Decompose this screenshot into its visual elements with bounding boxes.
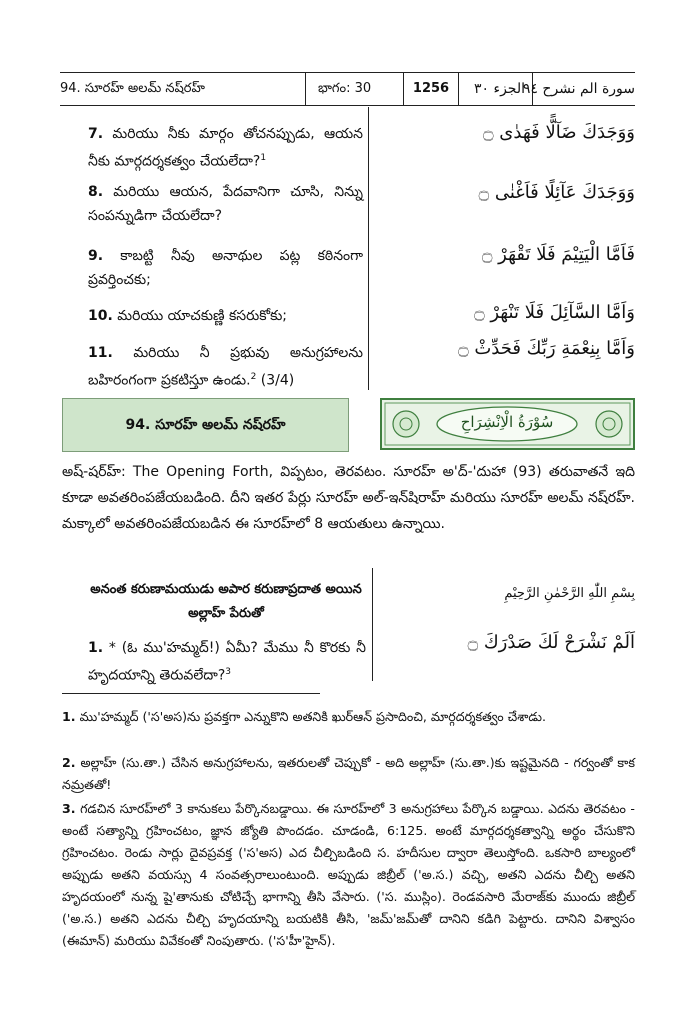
header-divider xyxy=(305,73,306,105)
verse-text: మరియు నీకు మార్గం తోచనప్పుడు, ఆయన నీకు మార్గదర్శకత్వం చేయలేదా? xyxy=(88,126,364,170)
verse-text: * (ఓ ము'హమ్మద్!) ఏమీ? మేము నీ కొరకు నీ హృదయాన్ని తెరువలేదా? xyxy=(88,640,366,684)
column-divider xyxy=(368,107,369,390)
basmala-telugu: అనంత కరుణామయుడు అపార కరుణాప్రదాత అయిన అల్లాహ్ పేరుతో xyxy=(90,582,362,621)
footnote-ref: 3 xyxy=(225,667,231,677)
header-part-label: భాగం: 30 xyxy=(318,81,372,96)
footnote-3 xyxy=(62,798,635,952)
verse-text: కాబట్టి నీవు అనాథుల పట్ల కఠినంగా ప్రవర్తించకు; xyxy=(88,248,364,288)
verse-number: 11. xyxy=(88,345,113,361)
surah-ornament xyxy=(380,398,635,450)
ayah-arabic-10: وَاَمَّا السَّآئِلَ فَلَا تَنْهَرْ ۝ xyxy=(474,302,635,323)
header-surah-arabic: سورة الم نشرح ٩٤ xyxy=(522,81,635,97)
verse-1 xyxy=(88,636,366,688)
verse-text: మరియు ఆయన, పేదవానిగా చూసి, నిన్ను సంపన్నుడిగా చేయలేదా? xyxy=(88,184,363,224)
footnote-2 xyxy=(62,752,635,796)
basmala-arabic: بِسْمِ اللّٰهِ الرَّحْمٰنِ الرَّحِيْمِ xyxy=(504,586,635,601)
verse-text: మరియు నీ ప్రభువు అనుగ్రహాలను బహిరంగంగా ప్రకటిస్తూ ఉండు. xyxy=(88,345,363,389)
verse-tail: (3/4) xyxy=(256,372,295,389)
footnote-ref: 1 xyxy=(260,153,267,163)
footnote-text: ము'హమ్మద్ ('స'అస)ను ప్రవక్తగా ఎన్నుకొని అతనికి ఖుర్ఆన్ ప్రసాదించి, మార్గదర్శకత్వం చేశాడు. xyxy=(79,709,547,724)
ornament-arabic-title: سُوْرَةُ الْاِنْشِرَاحِ xyxy=(460,413,554,431)
ayah-arabic-7: وَوَجَدَكَ ضَآلًّا فَهَدٰى ۝ xyxy=(483,122,635,143)
footnote-number: 3. xyxy=(62,801,76,816)
footnote-rule xyxy=(62,693,320,694)
ayah-arabic-8: وَوَجَدَكَ عَآئِلًا فَاَغْنٰى ۝ xyxy=(478,182,635,203)
footnote-text: అల్లాహ్ (సు.తా.) చేసిన అనుగ్రహాలను, ఇతరులతో చెప్పుకో - అది అల్లాహ్ (సు.తా.)కు ఇష్టమైనది - గర్వంతో కాక నమ్రతతో! xyxy=(62,755,635,792)
verse-number: 7. xyxy=(88,126,104,142)
surah-introduction: అష్-షర్‌హ్: The Opening Forth, విప్పటం, తెరవటం. సూరహ్ అ'ద్-'దుహా (93) తరువాతనే ఇది కూడా అవతరింపజేయబడింది. దీని ఇతర పేర్లు సూరహ్ అల్-ఇన్‌షిరాహ్ మరియు సూరహ్ అలమ్ నష్‌రహ్. మక్కాలో అవతరింపజేయబడిన ఈ సూరహ్‌లో 8 ఆయతులు ఉన్నాయి. xyxy=(62,464,635,532)
verse-10 xyxy=(88,304,363,328)
verse-number: 10. xyxy=(88,308,113,324)
page-number: 1256 xyxy=(403,72,459,106)
verse-text: మరియు యాచకుణ్ణి కసరుకోకు; xyxy=(117,308,288,324)
verse-number: 9. xyxy=(88,248,104,264)
header-surah-title: 94. సూరహ్ అలమ్ నష్‌రహ్ xyxy=(60,81,205,96)
verse-9 xyxy=(88,244,363,292)
footnote-number: 1. xyxy=(62,709,76,724)
footnote-number: 2. xyxy=(62,755,76,770)
verse-7 xyxy=(88,122,363,174)
footnote-ref: 2 xyxy=(250,372,257,382)
surah-title-banner: 94. సూరహ్ అలమ్ నష్‌రహ్ xyxy=(62,398,349,452)
ayah-arabic-9: فَاَمَّا الْيَتِيْمَ فَلَا تَقْهَرْ ۝ xyxy=(481,244,635,265)
verse-number: 1. xyxy=(88,640,104,656)
ayah-arabic-11: وَاَمَّا بِنِعْمَةِ رَبِّكَ فَحَدِّثْ ۝ xyxy=(458,338,635,359)
column-divider xyxy=(372,568,373,681)
verse-number: 8. xyxy=(88,184,104,200)
ayah-arabic-1: اَلَمْ نَشْرَحْ لَكَ صَدْرَكَ ۝ xyxy=(467,632,635,653)
footnote-text: గడచిన సూరహ్‌లో 3 కానుకలు పేర్కొనబడ్డాయి. ఈ సూరహ్‌లో 3 అనుగ్రహాలు పేర్కొన బడ్డాయి. ఎదను తెరవటం - అంటే సత్యాన్ని గ్రహించటం, జ్ఞాన జ్యోతి పొందడం. చూడండి, 6:125. అంటే మార్గదర్శకత్వాన్ని అర్థం చేసుకొని గ్రహించటం. రెండు సార్లు దైవప్రవక్త ('స'అస) ఎద చీల్చిబడింది స. హదీసుల ద్వారా తెలుస్తోంది. ఒకసారి బాల్యంలో అప్పుడు అతని వయస్సు 4 సంవత్సరాలుంటుంది. అప్పుడు జిబ్రీల్ ('అ.స.) వచ్చి, అతని ఎదను చీల్చి అతని హృదయంలో నున్న షై'తానుకు చోటిచ్చే భాగాన్ని తీసి వేసారు. ('స. ముస్లిం). రెండవసారి మేరాజ్‌కు ముందు జిబ్రీల్ ('అ.స.) అతని ఎదను చీల్చి హృదయాన్ని బయటికి తీసి, 'జమ్'జమ్‌తో దానిని కడిగి పెట్టారు. దానిని విశ్వాసం (ఈమాన్) మరియు వివేకంతో నింపుతారు. ('స'హీ'హైన్). xyxy=(62,801,635,948)
footnote-1 xyxy=(62,706,635,728)
page-header xyxy=(60,72,635,106)
verse-11 xyxy=(88,341,363,393)
header-juz-arabic: الجزء ٣٠ xyxy=(474,81,525,97)
verse-8 xyxy=(88,180,363,228)
